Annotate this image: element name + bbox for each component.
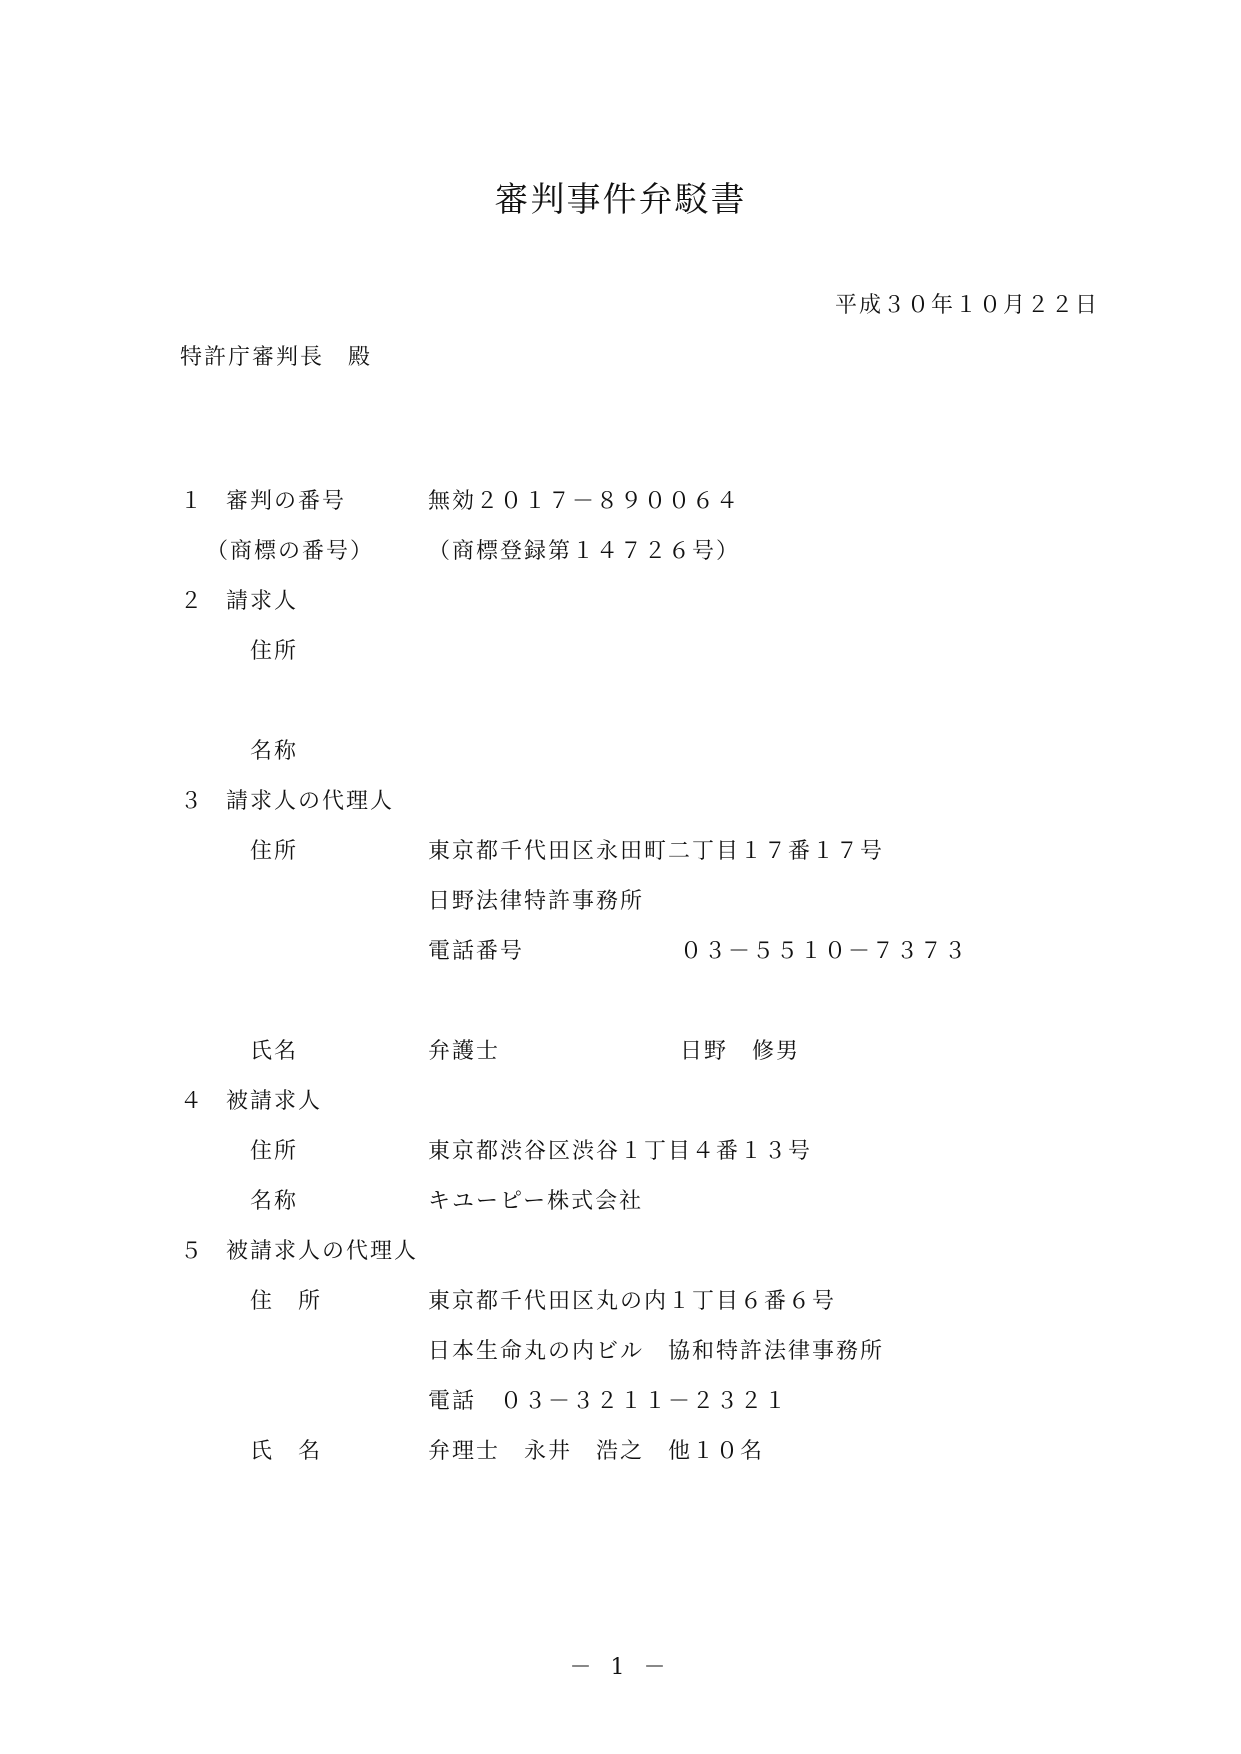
claimant-agent-address-label: 住所 [250,839,299,864]
respondent-address: 東京都渋谷区渋谷１丁目４番１３号 [428,1139,813,1164]
respondent-name-label: 名称 [250,1189,299,1214]
respondent-address-label: 住所 [250,1139,299,1164]
section-5-label: 被請求人の代理人 [226,1239,419,1264]
respondent-name: キユーピー株式会社 [428,1189,644,1214]
claimant-agent-phone: ０３－５５１０－７３７３ [680,939,969,964]
claimant-agent-title: 弁護士 [428,1039,501,1064]
claimant-agent-address-line2: 日野法律特許事務所 [428,889,645,914]
respondent-agent-address-label: 住 所 [250,1289,323,1314]
section-2-label: 請求人 [226,589,299,614]
section-2-number: ２ [180,589,205,614]
respondent-agent-phone: 電話 ０３－３２１１－２３２１ [428,1389,789,1414]
section-1-number: １ [180,489,205,514]
trademark-number: （商標登録第１４７２６号） [428,539,741,564]
claimant-name-label: 名称 [250,739,299,764]
section-3-label: 請求人の代理人 [226,789,395,814]
claimant-address-label: 住所 [250,639,299,664]
document-date: 平成３０年１０月２２日 [834,293,1099,318]
respondent-agent-name: 弁理士 永井 浩之 他１０名 [428,1439,765,1464]
trial-number: 無効２０１７－８９００６４ [428,489,741,514]
section-1-label: 審判の番号 [226,489,347,514]
respondent-agent-address-line1: 東京都千代田区丸の内１丁目６番６号 [428,1289,837,1314]
claimant-agent-person: 日野 修男 [680,1039,801,1064]
respondent-agent-name-label: 氏 名 [250,1439,323,1464]
section-3-number: ３ [180,789,205,814]
section-5-number: ５ [180,1239,205,1264]
section-4-number: ４ [180,1089,205,1114]
claimant-agent-phone-label: 電話番号 [428,939,525,964]
claimant-agent-address-line1: 東京都千代田区永田町二丁目１７番１７号 [428,839,885,864]
trademark-number-label: （商標の番号） [206,539,375,564]
section-4-label: 被請求人 [226,1089,323,1114]
document-title: 審判事件弁駁書 [494,180,747,220]
claimant-agent-name-label: 氏名 [250,1039,299,1064]
page-number: － 1 － [569,1655,672,1680]
respondent-agent-address-line2: 日本生命丸の内ビル 協和特許法律事務所 [428,1339,885,1364]
addressee: 特許庁審判長 殿 [180,345,373,370]
